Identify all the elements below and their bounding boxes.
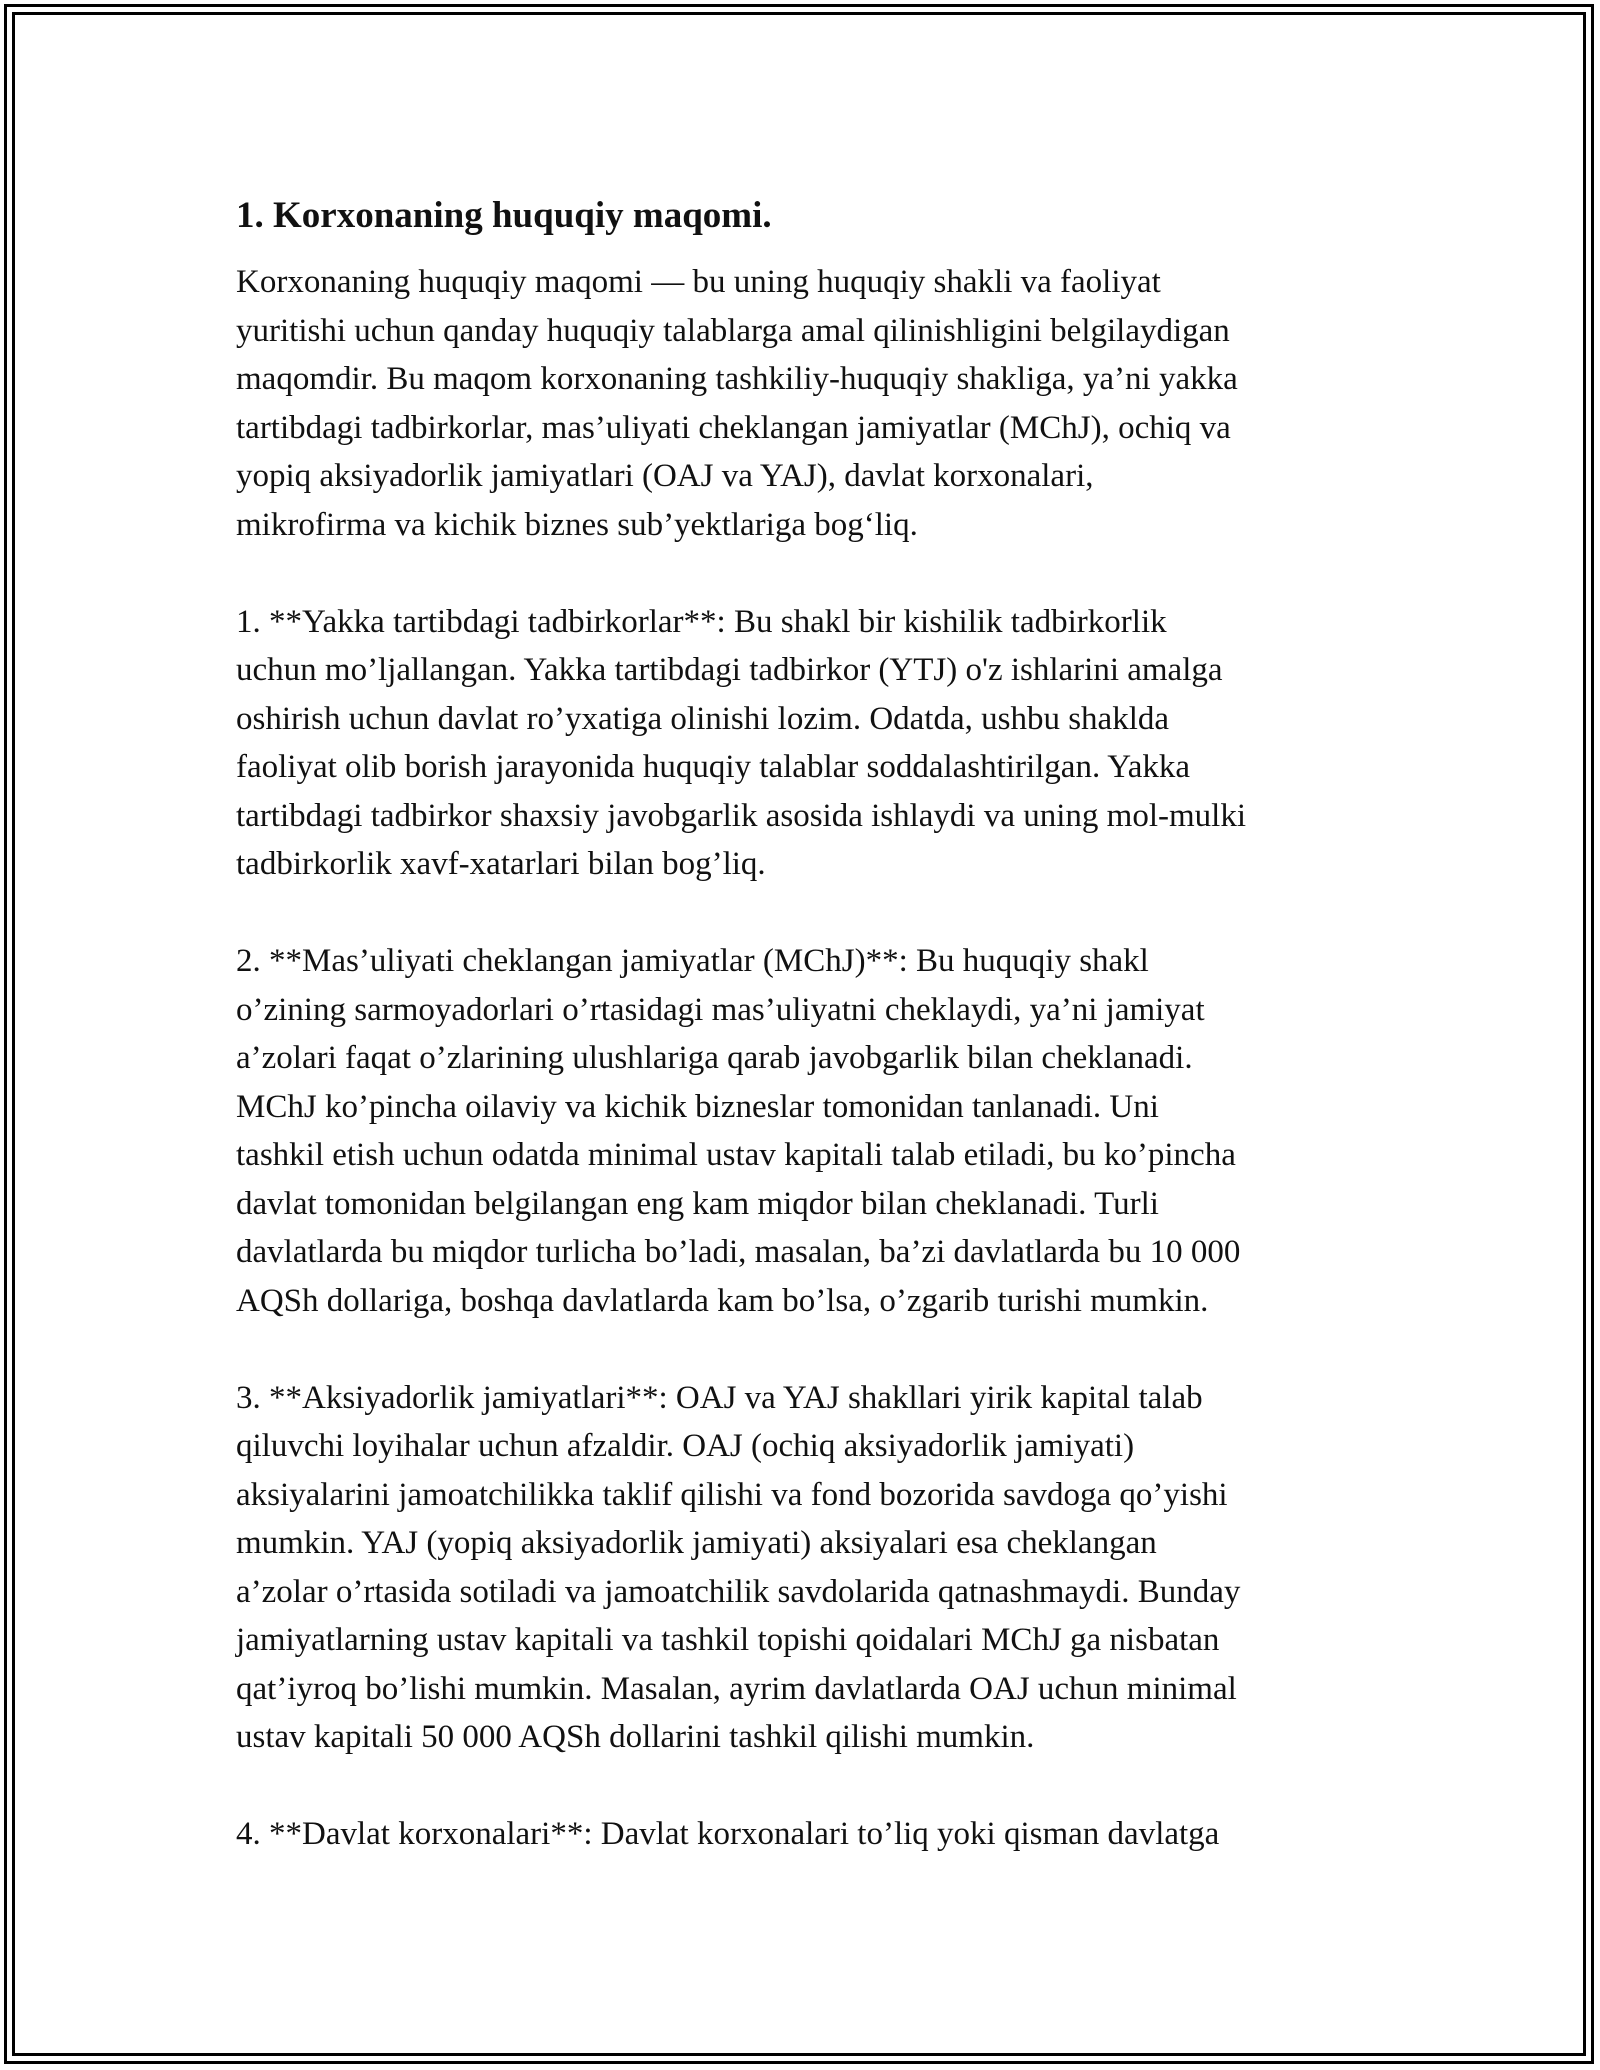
text-line: yopiq aksiyadorlik jamiyatlari (OAJ va YAJ), davlat korxonalari, bbox=[236, 458, 1094, 494]
text-line: MChJ ko’pincha oilaviy va kichik bizneslar tomonidan tanlanadi. Uni bbox=[236, 1088, 1159, 1125]
text-line: 1. **Yakka tartibdagi tadbirkorlar**: Bu shakl bir kishilik tadbirkorlik bbox=[236, 603, 1167, 640]
text-line: aksiyalarini jamoatchilikka taklif qilishi va fond bozorida savdoga qo’yishi bbox=[236, 1476, 1228, 1513]
text-line: mumkin. YAJ (yopiq aksiyadorlik jamiyati) aksiyalari esa cheklangan bbox=[236, 1525, 1157, 1561]
text-line: mikrofirma va kichik biznes sub’yektlariga bog‘liq. bbox=[236, 506, 918, 543]
text-line: uchun mo’ljallangan. Yakka tartibdagi tadbirkor (YTJ) o'z ishlarini amalga bbox=[236, 652, 1223, 688]
text-line: 3. **Aksiyadorlik jamiyatlari**: OAJ va YAJ shakllari yirik kapital talab bbox=[236, 1379, 1203, 1416]
document-title: 1. Korxonaning huquqiy maqomi. bbox=[236, 195, 772, 236]
paragraph-davlat-korxonalari bbox=[236, 1810, 1366, 1859]
paragraph-yakka-tartibdagi bbox=[236, 598, 1366, 889]
text-line: 4. **Davlat korxonalari**: Davlat korxonalari to’liq yoki qisman davlatga bbox=[236, 1816, 1220, 1852]
text-line: 2. **Mas’uliyati cheklangan jamiyatlar (MChJ)**: Bu huquqiy shakl bbox=[236, 943, 1149, 979]
text-line: ustav kapitali 50 000 AQSh dollarini tashkil qilishi mumkin. bbox=[236, 1719, 1035, 1755]
text-line: faoliyat olib borish jarayonida huquqiy talablar soddalashtirilgan. Yakka bbox=[236, 749, 1191, 785]
text-line: davlatlarda bu miqdor turlicha bo’ladi, masalan, ba’zi davlatlarda bu 10 000 bbox=[236, 1234, 1241, 1270]
paragraph-aksiyadorlik bbox=[236, 1374, 1366, 1762]
text-line: Korxonaning huquqiy maqomi — bu uning huquqiy shakli va faoliyat bbox=[236, 264, 1161, 300]
text-line: qiluvchi loyihalar uchun afzaldir. OAJ (ochiq aksiyadorlik jamiyati) bbox=[236, 1428, 1135, 1464]
text-line: yuritishi uchun qanday huquqiy talablarga amal qilinishligini belgilaydigan bbox=[236, 312, 1230, 349]
text-line: tartibdagi tadbirkorlar, mas’uliyati cheklangan jamiyatlar (MChJ), ochiq va bbox=[236, 409, 1231, 446]
text-line: AQSh dollariga, boshqa davlatlarda kam bo’lsa, o’zgarib turishi mumkin. bbox=[236, 1282, 1209, 1319]
document-body bbox=[236, 188, 1366, 1907]
text-line: oshirish uchun davlat ro’yxatiga olinishi lozim. Odatda, ushbu shaklda bbox=[236, 700, 1170, 737]
text-line: davlat tomonidan belgilangan eng kam miqdor bilan cheklanadi. Turli bbox=[236, 1185, 1159, 1222]
text-line: o’zining sarmoyadorlari o’rtasidagi mas’uliyatni cheklaydi, ya’ni jamiyat bbox=[236, 991, 1205, 1028]
text-line: tartibdagi tadbirkor shaxsiy javobgarlik asosida ishlaydi va uning mol-mulki bbox=[236, 797, 1246, 834]
text-line: a’zolar o’rtasida sotiladi va jamoatchilik savdolarida qatnashmaydi. Bunday bbox=[236, 1573, 1241, 1610]
text-line: jamiyatlarning ustav kapitali va tashkil topishi qoidalari MChJ ga nisbatan bbox=[236, 1622, 1220, 1658]
text-line: tashkil etish uchun odatda minimal ustav kapitali talab etiladi, bu ko’pincha bbox=[236, 1137, 1236, 1173]
text-line: qat’iyroq bo’lishi mumkin. Masalan, ayrim davlatlarda OAJ uchun minimal bbox=[236, 1670, 1237, 1707]
paragraph-intro bbox=[236, 258, 1366, 549]
text-line: a’zolari faqat o’zlarining ulushlariga qarab javobgarlik bilan cheklanadi. bbox=[236, 1040, 1193, 1076]
text-line: tadbirkorlik xavf-xatarlari bilan bog’liq. bbox=[236, 846, 766, 882]
text-line: maqomdir. Bu maqom korxonaning tashkiliy-huquqiy shakliga, ya’ni yakka bbox=[236, 361, 1238, 397]
paragraph-mchj bbox=[236, 937, 1366, 1325]
